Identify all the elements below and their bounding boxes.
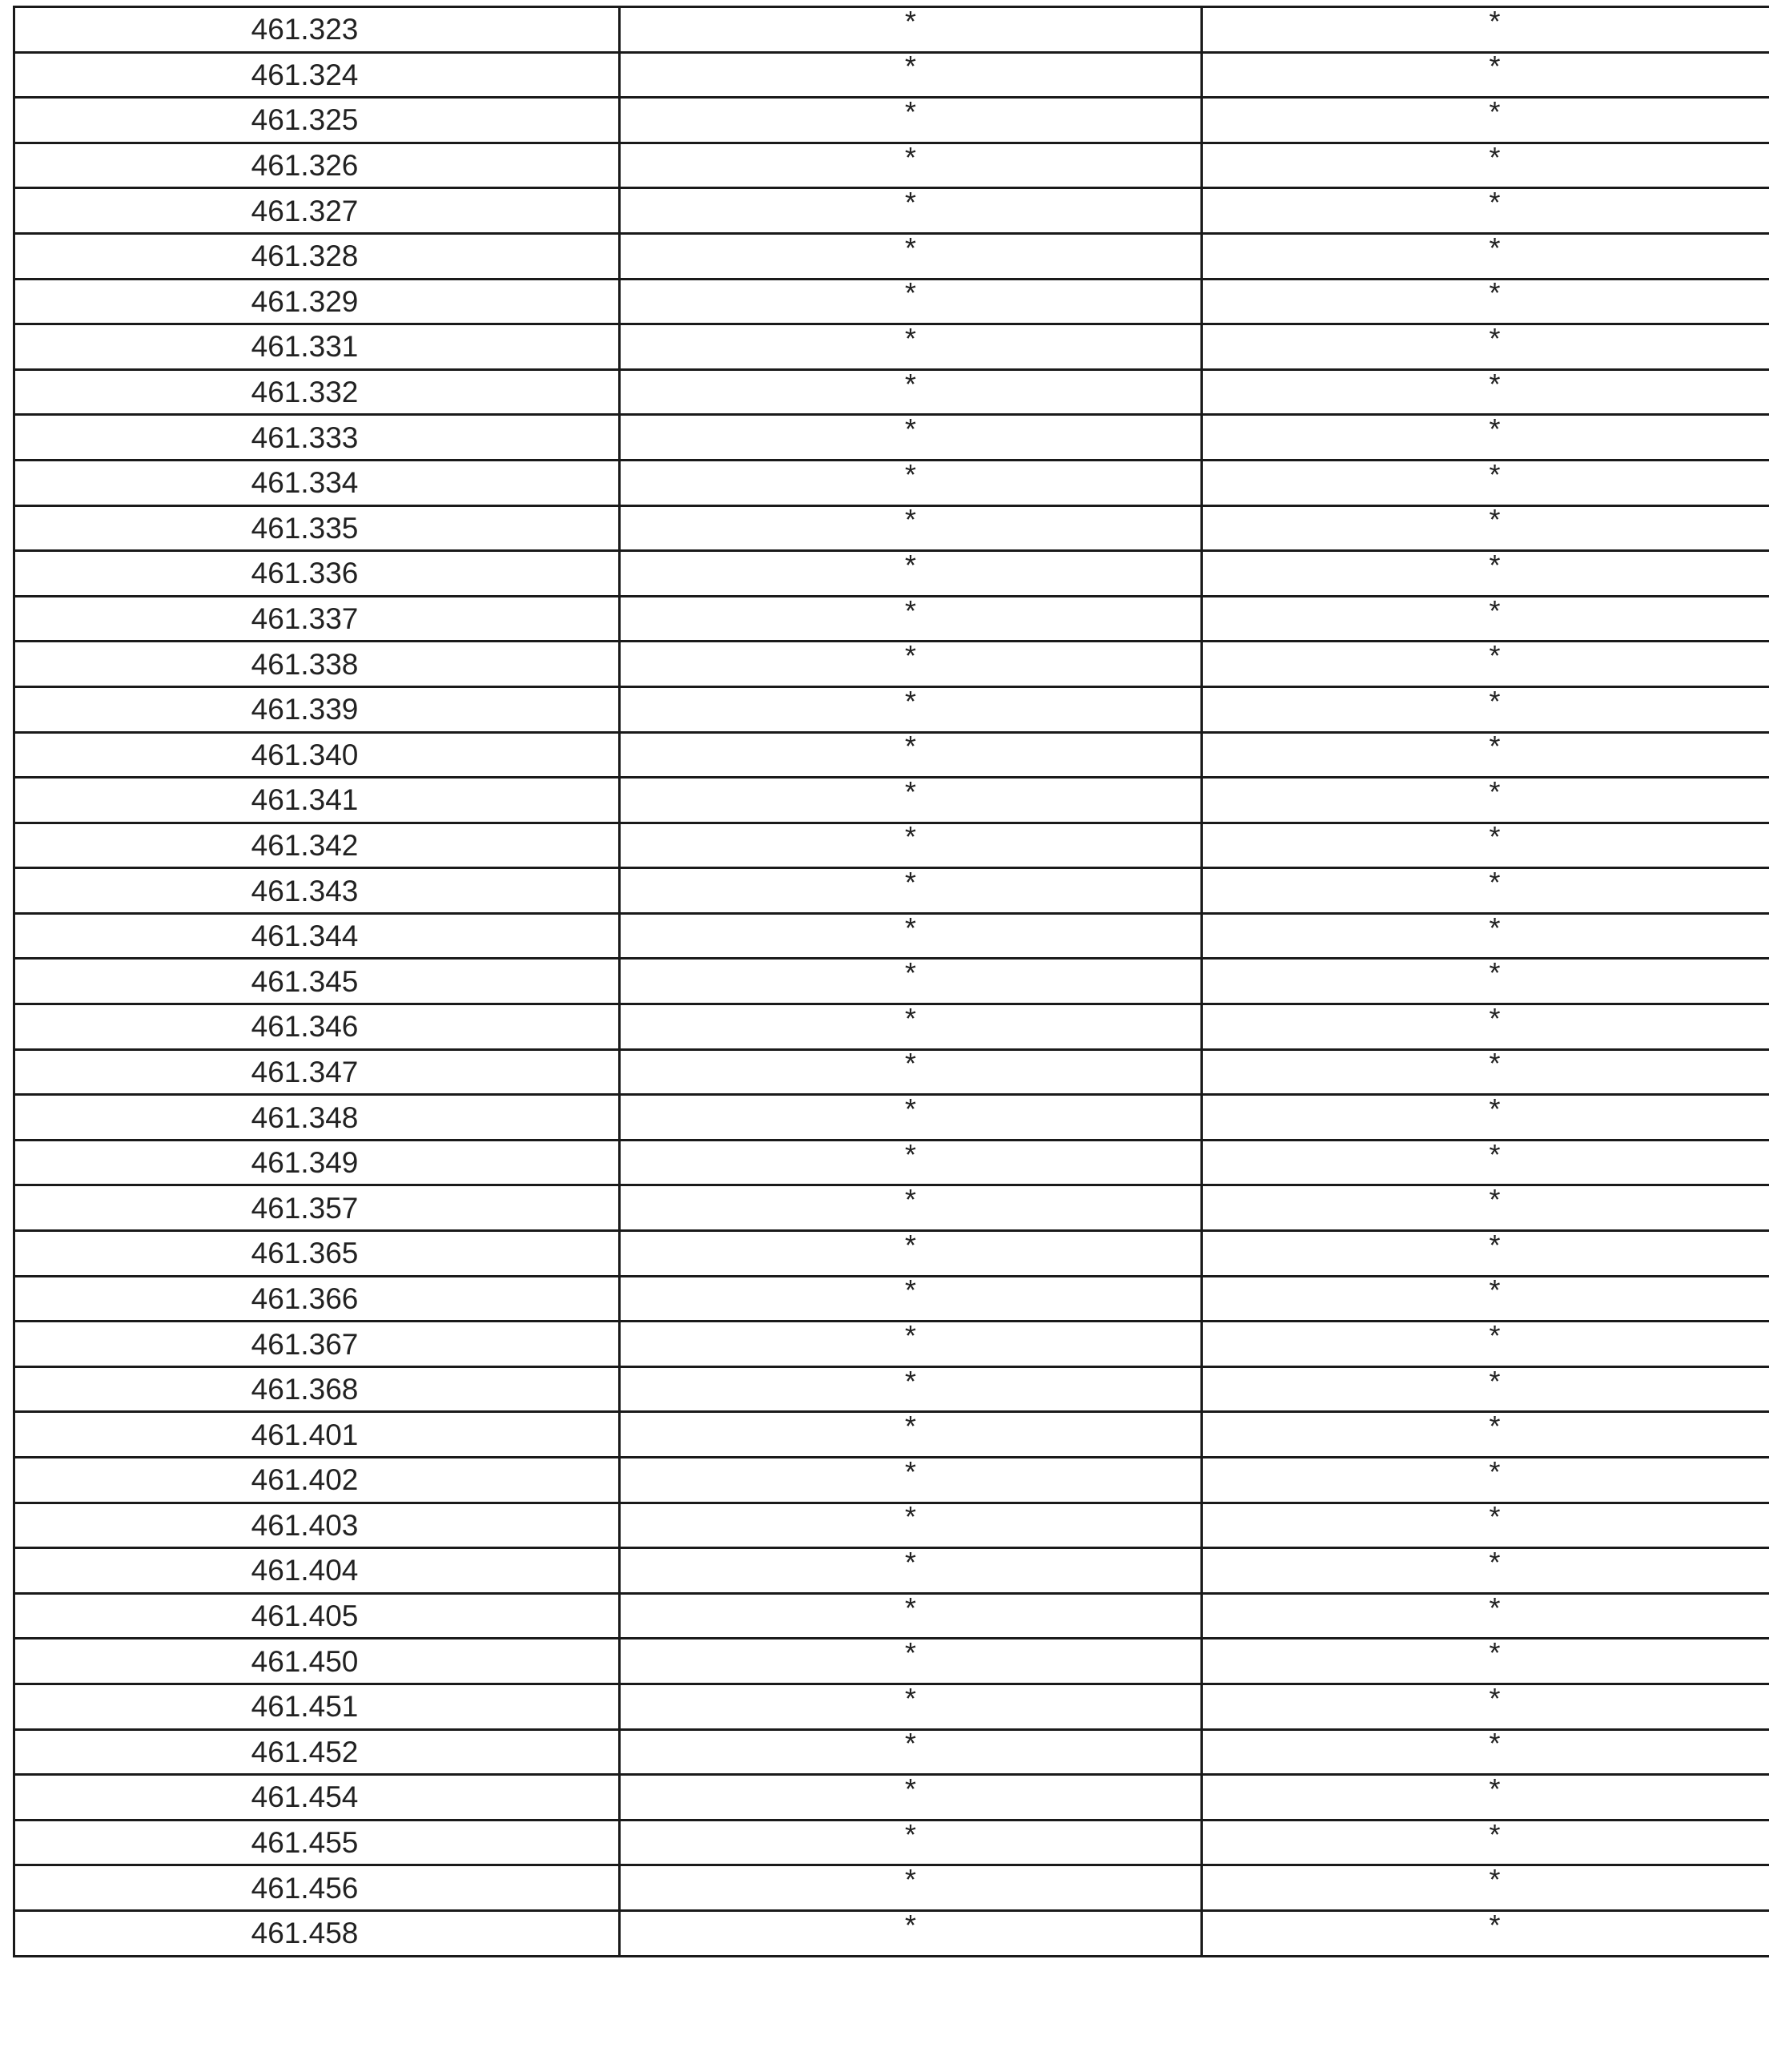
column-2-cell — [620, 143, 1202, 188]
section-number-cell: 461.368 — [14, 1366, 620, 1412]
section-number-cell: 461.348 — [14, 1095, 620, 1141]
column-3-mark: * — [1489, 777, 1501, 808]
table-row — [14, 913, 1769, 959]
column-2-cell — [620, 868, 1202, 914]
column-3-mark: * — [1489, 1230, 1501, 1261]
table-row — [14, 233, 1769, 279]
column-3-cell — [1202, 642, 1769, 687]
section-number-cell: 461.342 — [14, 823, 620, 868]
section-number-cell: 461.326 — [14, 143, 620, 188]
column-2-cell — [620, 1458, 1202, 1503]
column-2-cell — [620, 1140, 1202, 1185]
column-3-mark: * — [1489, 1366, 1501, 1398]
column-3-mark: * — [1489, 1729, 1501, 1760]
section-number-cell: 461.329 — [14, 279, 620, 324]
column-2-mark: * — [904, 777, 916, 808]
column-3-mark: * — [1489, 1411, 1501, 1443]
column-2-cell — [620, 642, 1202, 687]
column-3-mark: * — [1489, 1140, 1501, 1171]
column-3-mark: * — [1489, 550, 1501, 581]
column-3-mark: * — [1489, 460, 1501, 491]
section-number-cell: 461.346 — [14, 1004, 620, 1050]
column-2-mark: * — [904, 1684, 916, 1715]
table-row — [14, 1185, 1769, 1231]
table-row — [14, 1140, 1769, 1185]
column-2-mark: * — [904, 233, 916, 264]
table-row — [14, 143, 1769, 188]
section-number-cell: 461.331 — [14, 324, 620, 370]
column-3-mark: * — [1489, 1684, 1501, 1715]
column-2-cell — [620, 1185, 1202, 1231]
table-row — [14, 1729, 1769, 1775]
table-row — [14, 1322, 1769, 1367]
table-row — [14, 1503, 1769, 1548]
table-row — [14, 324, 1769, 370]
column-2-cell — [620, 505, 1202, 551]
column-2-cell — [620, 823, 1202, 868]
table-row — [14, 1820, 1769, 1865]
column-2-cell — [620, 1231, 1202, 1277]
column-3-cell — [1202, 1593, 1769, 1639]
column-2-cell — [620, 324, 1202, 370]
column-3-cell — [1202, 868, 1769, 914]
section-number-cell: 461.454 — [14, 1775, 620, 1821]
column-3-mark: * — [1489, 1094, 1501, 1126]
column-3-mark: * — [1489, 505, 1501, 537]
table-row — [14, 1095, 1769, 1141]
column-2-mark: * — [904, 1366, 916, 1398]
table-row — [14, 1366, 1769, 1412]
section-number-cell: 461.340 — [14, 732, 620, 778]
column-3-mark: * — [1489, 279, 1501, 310]
column-2-mark: * — [904, 1411, 916, 1443]
table-row — [14, 1004, 1769, 1050]
table-row — [14, 1684, 1769, 1729]
section-number-cell: 461.367 — [14, 1322, 620, 1367]
column-2-cell — [620, 1322, 1202, 1367]
column-3-cell — [1202, 913, 1769, 959]
column-2-mark: * — [904, 1820, 916, 1851]
table-row — [14, 778, 1769, 823]
table-row — [14, 1049, 1769, 1095]
column-3-mark: * — [1489, 187, 1501, 219]
column-2-cell — [620, 1865, 1202, 1911]
section-number-cell: 461.327 — [14, 188, 620, 234]
section-table — [13, 6, 1769, 1957]
column-2-mark: * — [904, 732, 916, 763]
column-2-mark: * — [904, 1503, 916, 1534]
section-number-cell: 461.458 — [14, 1910, 620, 1956]
column-2-mark: * — [904, 1774, 916, 1805]
section-number-cell: 461.334 — [14, 460, 620, 505]
column-2-cell — [620, 279, 1202, 324]
column-3-cell — [1202, 369, 1769, 415]
column-2-cell — [620, 778, 1202, 823]
column-2-mark: * — [904, 143, 916, 174]
column-3-cell — [1202, 1820, 1769, 1865]
column-2-cell — [620, 415, 1202, 461]
column-3-cell — [1202, 732, 1769, 778]
column-3-mark: * — [1489, 1457, 1501, 1488]
section-number-cell: 461.323 — [14, 7, 620, 53]
column-3-mark: * — [1489, 1774, 1501, 1805]
table-row — [14, 369, 1769, 415]
column-3-mark: * — [1489, 1004, 1501, 1035]
column-2-cell — [620, 1593, 1202, 1639]
column-2-cell — [620, 188, 1202, 234]
column-2-mark: * — [904, 1457, 916, 1488]
table-row — [14, 1276, 1769, 1322]
column-3-cell — [1202, 1276, 1769, 1322]
column-3-mark: * — [1489, 52, 1501, 83]
column-2-cell — [620, 1684, 1202, 1729]
column-2-cell — [620, 369, 1202, 415]
column-3-cell — [1202, 596, 1769, 642]
column-2-cell — [620, 1820, 1202, 1865]
column-3-mark: * — [1489, 732, 1501, 763]
section-number-cell: 461.450 — [14, 1639, 620, 1684]
column-3-mark: * — [1489, 958, 1501, 990]
table-row — [14, 686, 1769, 732]
column-3-cell — [1202, 460, 1769, 505]
column-3-cell — [1202, 1775, 1769, 1821]
section-number-cell: 461.345 — [14, 959, 620, 1004]
column-3-cell — [1202, 415, 1769, 461]
column-3-cell — [1202, 1231, 1769, 1277]
column-2-cell — [620, 959, 1202, 1004]
table-row — [14, 596, 1769, 642]
section-number-cell: 461.338 — [14, 642, 620, 687]
table-row — [14, 551, 1769, 597]
column-3-cell — [1202, 7, 1769, 53]
column-2-cell — [620, 1049, 1202, 1095]
column-2-cell — [620, 1910, 1202, 1956]
column-2-mark: * — [904, 550, 916, 581]
section-number-cell: 461.328 — [14, 233, 620, 279]
column-3-cell — [1202, 1729, 1769, 1775]
column-2-mark: * — [904, 596, 916, 627]
column-3-mark: * — [1489, 823, 1501, 854]
column-2-mark: * — [904, 1276, 916, 1307]
column-3-cell — [1202, 233, 1769, 279]
column-2-mark: * — [904, 913, 916, 944]
column-3-mark: * — [1489, 1547, 1501, 1579]
column-3-cell — [1202, 1366, 1769, 1412]
column-2-mark: * — [904, 1230, 916, 1261]
column-2-cell — [620, 1639, 1202, 1684]
column-2-cell — [620, 1775, 1202, 1821]
table-row — [14, 52, 1769, 98]
column-3-cell — [1202, 1865, 1769, 1911]
column-2-mark: * — [904, 1593, 916, 1624]
section-number-cell: 461.405 — [14, 1593, 620, 1639]
column-3-cell — [1202, 1140, 1769, 1185]
column-2-cell — [620, 233, 1202, 279]
column-2-cell — [620, 1503, 1202, 1548]
column-3-cell — [1202, 1185, 1769, 1231]
column-3-mark: * — [1489, 1910, 1501, 1941]
column-3-mark: * — [1489, 641, 1501, 673]
section-number-cell: 461.452 — [14, 1729, 620, 1775]
column-3-mark: * — [1489, 1276, 1501, 1307]
table-row — [14, 415, 1769, 461]
table-row — [14, 460, 1769, 505]
section-number-cell: 461.365 — [14, 1231, 620, 1277]
column-2-mark: * — [904, 867, 916, 899]
column-2-cell — [620, 732, 1202, 778]
table-row — [14, 959, 1769, 1004]
column-3-cell — [1202, 505, 1769, 551]
column-3-mark: * — [1489, 867, 1501, 899]
table-row — [14, 1775, 1769, 1821]
section-number-cell: 461.404 — [14, 1548, 620, 1594]
table-row — [14, 505, 1769, 551]
column-3-cell — [1202, 1095, 1769, 1141]
column-3-cell — [1202, 1412, 1769, 1458]
table-row — [14, 1865, 1769, 1911]
column-3-mark: * — [1489, 913, 1501, 944]
column-2-cell — [620, 551, 1202, 597]
column-3-cell — [1202, 1910, 1769, 1956]
column-3-mark: * — [1489, 1503, 1501, 1534]
table-row — [14, 1548, 1769, 1594]
column-2-cell — [620, 460, 1202, 505]
section-number-cell: 461.347 — [14, 1049, 620, 1095]
column-3-mark: * — [1489, 1185, 1501, 1217]
section-number-cell: 461.357 — [14, 1185, 620, 1231]
table-row — [14, 642, 1769, 687]
column-2-mark: * — [904, 1094, 916, 1126]
section-number-cell: 461.403 — [14, 1503, 620, 1548]
column-2-mark: * — [904, 460, 916, 491]
section-number-cell: 461.337 — [14, 596, 620, 642]
column-2-mark: * — [904, 324, 916, 355]
table-row — [14, 1412, 1769, 1458]
section-number-cell: 461.402 — [14, 1458, 620, 1503]
table-row — [14, 1231, 1769, 1277]
column-2-mark: * — [904, 958, 916, 990]
table-row — [14, 98, 1769, 143]
table-row — [14, 823, 1769, 868]
column-3-mark: * — [1489, 1820, 1501, 1851]
column-3-mark: * — [1489, 414, 1501, 446]
column-3-mark: * — [1489, 6, 1501, 38]
section-number-cell: 461.366 — [14, 1276, 620, 1322]
column-3-cell — [1202, 52, 1769, 98]
column-2-mark: * — [904, 1865, 916, 1897]
table-row — [14, 279, 1769, 324]
column-2-mark: * — [904, 1547, 916, 1579]
column-2-cell — [620, 596, 1202, 642]
column-2-mark: * — [904, 414, 916, 446]
section-number-cell: 461.333 — [14, 415, 620, 461]
column-2-mark: * — [904, 279, 916, 310]
column-2-mark: * — [904, 1185, 916, 1217]
column-2-cell — [620, 1004, 1202, 1050]
column-3-mark: * — [1489, 1865, 1501, 1897]
column-2-cell — [620, 1412, 1202, 1458]
section-number-cell: 461.343 — [14, 868, 620, 914]
column-2-cell — [620, 686, 1202, 732]
column-3-cell — [1202, 1548, 1769, 1594]
table-row — [14, 868, 1769, 914]
column-2-mark: * — [904, 52, 916, 83]
section-number-cell: 461.335 — [14, 505, 620, 551]
table-row — [14, 7, 1769, 53]
column-3-cell — [1202, 188, 1769, 234]
column-2-mark: * — [904, 1049, 916, 1080]
column-3-mark: * — [1489, 686, 1501, 718]
column-2-mark: * — [904, 1910, 916, 1941]
column-2-mark: * — [904, 369, 916, 400]
column-2-mark: * — [904, 1004, 916, 1035]
column-2-mark: * — [904, 187, 916, 219]
column-2-mark: * — [904, 1321, 916, 1353]
table-row — [14, 1639, 1769, 1684]
column-3-cell — [1202, 959, 1769, 1004]
column-3-mark: * — [1489, 324, 1501, 355]
section-number-cell: 461.325 — [14, 98, 620, 143]
table-row — [14, 1593, 1769, 1639]
column-3-cell — [1202, 98, 1769, 143]
section-number-cell: 461.341 — [14, 778, 620, 823]
column-2-mark: * — [904, 823, 916, 854]
column-3-cell — [1202, 1049, 1769, 1095]
section-number-cell: 461.456 — [14, 1865, 620, 1911]
section-table-body — [14, 7, 1769, 1957]
column-3-cell — [1202, 279, 1769, 324]
column-2-cell — [620, 7, 1202, 53]
column-2-cell — [620, 1729, 1202, 1775]
column-3-mark: * — [1489, 1321, 1501, 1353]
column-3-cell — [1202, 1639, 1769, 1684]
column-3-cell — [1202, 1004, 1769, 1050]
column-3-cell — [1202, 1458, 1769, 1503]
column-2-mark: * — [904, 97, 916, 128]
column-3-cell — [1202, 1684, 1769, 1729]
column-3-mark: * — [1489, 97, 1501, 128]
column-2-mark: * — [904, 686, 916, 718]
column-2-cell — [620, 1548, 1202, 1594]
column-3-mark: * — [1489, 1049, 1501, 1080]
column-2-cell — [620, 1276, 1202, 1322]
column-2-mark: * — [904, 6, 916, 38]
column-3-mark: * — [1489, 143, 1501, 174]
section-number-cell: 461.344 — [14, 913, 620, 959]
column-3-mark: * — [1489, 369, 1501, 400]
column-3-mark: * — [1489, 596, 1501, 627]
section-number-cell: 461.451 — [14, 1684, 620, 1729]
table-row — [14, 1910, 1769, 1956]
column-2-mark: * — [904, 1638, 916, 1670]
table-row — [14, 188, 1769, 234]
column-3-cell — [1202, 1503, 1769, 1548]
section-number-cell: 461.349 — [14, 1140, 620, 1185]
column-3-cell — [1202, 686, 1769, 732]
section-number-cell: 461.332 — [14, 369, 620, 415]
section-number-cell: 461.336 — [14, 551, 620, 597]
column-3-cell — [1202, 551, 1769, 597]
column-3-cell — [1202, 778, 1769, 823]
section-number-cell: 461.324 — [14, 52, 620, 98]
column-2-cell — [620, 52, 1202, 98]
column-3-mark: * — [1489, 1593, 1501, 1624]
column-3-cell — [1202, 143, 1769, 188]
column-2-cell — [620, 98, 1202, 143]
column-3-mark: * — [1489, 233, 1501, 264]
column-2-mark: * — [904, 505, 916, 537]
column-2-mark: * — [904, 1729, 916, 1760]
column-2-cell — [620, 1366, 1202, 1412]
column-3-cell — [1202, 1322, 1769, 1367]
table-row — [14, 1458, 1769, 1503]
column-2-cell — [620, 913, 1202, 959]
column-3-cell — [1202, 823, 1769, 868]
section-number-cell: 461.339 — [14, 686, 620, 732]
table-row — [14, 732, 1769, 778]
column-3-cell — [1202, 324, 1769, 370]
column-3-mark: * — [1489, 1638, 1501, 1670]
column-2-mark: * — [904, 641, 916, 673]
section-number-cell: 461.401 — [14, 1412, 620, 1458]
section-number-cell: 461.455 — [14, 1820, 620, 1865]
column-2-cell — [620, 1095, 1202, 1141]
column-2-mark: * — [904, 1140, 916, 1171]
